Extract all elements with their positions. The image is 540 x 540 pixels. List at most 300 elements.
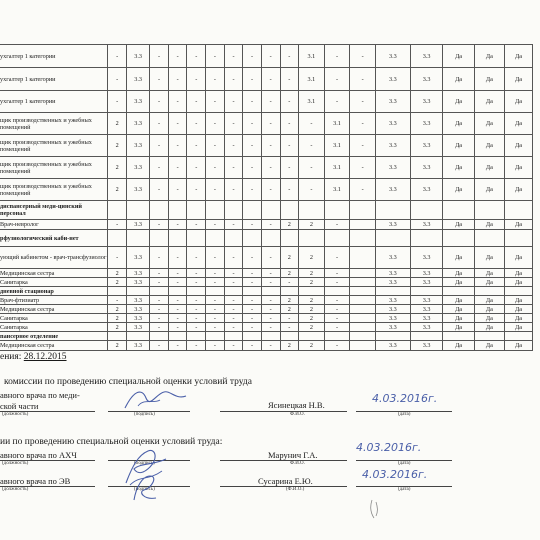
value-cell: - [224,45,243,68]
value-cell: 3.3 [410,269,443,278]
value-cell: - [206,45,225,68]
chair-position-line1: авного врача по меди- [0,390,80,400]
value-cell: - [168,305,187,314]
value-cell: 2 [299,247,325,269]
value-cell: - [261,113,280,135]
value-cell: - [206,247,225,269]
chair-position-line2: ской части [0,401,39,411]
value-cell: Да [504,305,532,314]
handwritten-date-2: 4.03.2016г. [356,441,422,454]
value-cell: - [261,341,280,351]
value-cell: 3.3 [126,269,149,278]
value-cell: Да [504,323,532,332]
value-cell: - [168,91,187,113]
position-name-cell: Медицинская сестра [0,341,108,351]
value-cell: - [150,323,169,332]
position-name-cell: ующий кабинетом - врач-трансфузиолог [0,247,108,269]
value-cell: - [187,91,206,113]
value-cell: 3.3 [126,45,149,68]
value-cell: 3.3 [126,323,149,332]
value-cell: - [224,91,243,113]
value-cell: 2 [299,314,325,323]
value-cell: - [280,135,299,157]
value-cell: - [168,269,187,278]
value-cell: - [261,45,280,68]
value-cell: 2 [280,220,299,230]
value-cell: - [206,323,225,332]
value-cell: - [224,341,243,351]
value-cell: 3.3 [126,135,149,157]
position-name-cell: Врач-невролог [0,220,108,230]
value-cell: 3.3 [375,157,410,179]
value-cell: - [261,135,280,157]
value-cell: - [150,220,169,230]
value-cell: 3.3 [410,157,443,179]
value-cell: - [243,91,262,113]
value-cell: - [224,305,243,314]
value-cell: - [150,179,169,201]
caption-date: (дата) [398,461,411,466]
value-cell: Да [443,45,474,68]
value-cell: - [168,113,187,135]
value-cell: - [261,269,280,278]
value-cell: - [261,220,280,230]
value-cell: 2 [299,296,325,305]
member1-name-line [220,460,347,461]
value-cell: Да [504,278,532,287]
value-cell: 3.3 [375,220,410,230]
value-cell: - [108,220,127,230]
caption-position: (должность) [2,412,29,417]
value-cell: 2 [280,296,299,305]
value-cell: - [224,220,243,230]
value-cell: Да [443,135,474,157]
value-cell: 2 [108,341,127,351]
members-heading: ии по проведению специальной оценки условий труда: [0,437,223,447]
value-cell: - [206,157,225,179]
value-cell: 2 [299,278,325,287]
value-cell: - [261,323,280,332]
value-cell: Да [443,269,474,278]
value-cell: 3.3 [375,45,410,68]
value-cell: 2 [108,135,127,157]
position-name-cell: щик производственных и ужебных помещений [0,157,108,179]
value-cell: Да [474,247,504,269]
value-cell: - [206,113,225,135]
value-cell: Да [504,220,532,230]
value-cell: 3.3 [126,68,149,91]
value-cell: - [324,305,350,314]
value-cell: - [224,113,243,135]
value-cell: 2 [280,341,299,351]
value-cell: 2 [108,113,127,135]
value-cell: Да [443,314,474,323]
value-cell: 2 [299,305,325,314]
chair-heading: комиссии по проведению специальной оценки условий труда [4,377,252,387]
value-cell: 3.1 [324,135,350,157]
value-cell: - [150,45,169,68]
value-cell: - [206,91,225,113]
value-cell: - [168,157,187,179]
value-cell: Да [443,68,474,91]
position-name-cell: Медицинская сестра [0,269,108,278]
value-cell: - [324,91,350,113]
value-cell: Да [474,68,504,91]
caption-signature: (подпись) [134,487,155,492]
caption-signature: (подпись) [134,412,155,417]
value-cell: Да [443,296,474,305]
value-cell: - [243,305,262,314]
value-cell: 3.3 [375,247,410,269]
value-cell: - [150,91,169,113]
value-cell: 3.3 [375,113,410,135]
value-cell: - [243,314,262,323]
value-cell: - [187,135,206,157]
caption-fio: (Ф.И.О.) [286,487,305,492]
value-cell: Да [474,179,504,201]
value-cell: - [150,296,169,305]
value-cell: - [224,135,243,157]
value-cell: - [299,179,325,201]
position-name-cell: ухгалтер 1 категории [0,91,108,113]
value-cell: - [243,323,262,332]
pen-mark [368,498,382,520]
value-cell: - [243,113,262,135]
value-cell: - [324,296,350,305]
value-cell: - [280,45,299,68]
value-cell: Да [474,323,504,332]
value-cell: - [324,45,350,68]
member2-position: авного врача по ЭВ [0,476,71,486]
value-cell: - [168,278,187,287]
value-cell: - [350,135,376,157]
value-cell: 3.3 [126,247,149,269]
value-cell: 2 [299,323,325,332]
value-cell: - [224,157,243,179]
caption-fio: Ф.И.О. [290,412,305,417]
value-cell: - [108,91,127,113]
value-cell: - [324,247,350,269]
value-cell: - [150,269,169,278]
value-cell: - [243,68,262,91]
value-cell: - [324,68,350,91]
value-cell: Да [474,314,504,323]
value-cell: - [243,296,262,305]
value-cell: - [168,135,187,157]
value-cell: - [108,45,127,68]
value-cell: Да [443,157,474,179]
value-cell: - [187,269,206,278]
value-cell: 3.3 [410,314,443,323]
value-cell: - [224,296,243,305]
value-cell: Да [504,179,532,201]
value-cell: - [324,220,350,230]
value-cell: - [261,247,280,269]
value-cell: 3.1 [324,157,350,179]
value-cell: - [150,113,169,135]
value-cell: Да [443,341,474,351]
position-name-cell: щик производственных и ужебных помещений [0,179,108,201]
value-cell: - [261,305,280,314]
value-cell: - [243,45,262,68]
value-cell: Да [443,113,474,135]
value-cell: 3.3 [375,179,410,201]
value-cell: - [280,323,299,332]
value-cell: Да [474,157,504,179]
value-cell: - [261,157,280,179]
value-cell: Да [443,278,474,287]
value-cell: Да [443,179,474,201]
position-name-cell: Врач-фтизиатр [0,296,108,305]
value-cell: Да [474,45,504,68]
value-cell: - [187,314,206,323]
value-cell: - [224,278,243,287]
date-value: 28.12.2015 [23,352,67,362]
value-cell: - [224,68,243,91]
value-cell: - [168,341,187,351]
value-cell: Да [474,296,504,305]
value-cell: 3.3 [410,323,443,332]
value-cell: - [150,135,169,157]
value-cell: 3.3 [375,314,410,323]
value-cell: 3.3 [410,305,443,314]
value-cell: - [350,45,376,68]
position-name-cell: рфузиологический каби-нет [0,230,108,247]
value-cell: - [261,179,280,201]
value-cell: 3.3 [375,269,410,278]
value-cell: - [187,113,206,135]
value-cell: 2 [299,220,325,230]
position-name-cell: ухгалтер 1 категории [0,45,108,68]
value-cell: 3.3 [410,113,443,135]
value-cell: Да [504,68,532,91]
value-cell: 3.3 [375,278,410,287]
value-cell: - [350,68,376,91]
value-cell: 2 [108,157,127,179]
value-cell: - [350,91,376,113]
value-cell: Да [504,296,532,305]
value-cell: 3.3 [126,278,149,287]
value-cell: Да [504,45,532,68]
caption-position: (должность) [2,461,29,466]
value-cell: 3.3 [375,323,410,332]
value-cell: Да [474,278,504,287]
value-cell: - [280,314,299,323]
value-cell: 3.3 [126,157,149,179]
value-cell: 3.1 [299,91,325,113]
value-cell: - [243,179,262,201]
value-cell: 2 [299,269,325,278]
value-cell: 3.3 [410,179,443,201]
value-cell: - [280,68,299,91]
value-cell: - [280,157,299,179]
caption-date: (дата) [398,412,411,417]
value-cell: - [243,341,262,351]
chair-signature [120,384,190,414]
value-cell: 3.3 [126,314,149,323]
value-cell: - [168,68,187,91]
value-cell: - [150,247,169,269]
value-cell: 3.1 [324,179,350,201]
value-cell: - [187,247,206,269]
value-cell: 3.3 [126,305,149,314]
handwritten-date-1: 4.03.2016г. [372,392,438,405]
value-cell: Да [504,135,532,157]
value-cell: - [299,157,325,179]
value-cell: - [299,135,325,157]
value-cell: - [280,91,299,113]
value-cell: - [187,157,206,179]
value-cell: 2 [280,305,299,314]
value-cell: Да [504,91,532,113]
value-cell: - [150,305,169,314]
value-cell: Да [474,113,504,135]
value-cell: - [150,341,169,351]
value-cell: - [324,269,350,278]
value-cell: Да [504,157,532,179]
value-cell: 3.3 [410,91,443,113]
value-cell: - [108,247,127,269]
value-cell: - [299,113,325,135]
value-cell: - [187,179,206,201]
value-cell: - [243,220,262,230]
value-cell: 3.3 [126,220,149,230]
value-cell: - [187,305,206,314]
position-name-cell: Санитарка [0,278,108,287]
value-cell: Да [474,135,504,157]
value-cell: - [187,296,206,305]
value-cell: - [224,269,243,278]
value-cell: Да [443,323,474,332]
value-cell: - [350,157,376,179]
position-name-cell: дневной стационар [0,287,108,296]
value-cell: Да [474,341,504,351]
value-cell: - [108,296,127,305]
value-cell: - [168,323,187,332]
position-name-cell: Санитарка [0,323,108,332]
value-cell: - [350,179,376,201]
member1-position: авного врача по АХЧ [0,450,77,460]
value-cell: 2 [280,247,299,269]
value-cell: 2 [108,179,127,201]
handwritten-date-3: 4.03.2016г. [362,468,428,481]
value-cell: - [280,278,299,287]
value-cell: 3.3 [126,296,149,305]
value-cell: - [243,157,262,179]
member2-name-line [220,486,347,487]
value-cell: - [261,68,280,91]
value-cell: - [280,113,299,135]
value-cell: - [224,314,243,323]
value-cell: 2 [108,323,127,332]
value-cell: - [187,220,206,230]
chair-name-line [220,411,347,412]
value-cell: - [224,179,243,201]
value-cell: - [261,296,280,305]
value-cell: Да [474,305,504,314]
value-cell: Да [504,269,532,278]
value-cell: 3.3 [126,113,149,135]
member2-signature [128,470,162,506]
value-cell: - [168,247,187,269]
value-cell: - [150,278,169,287]
value-cell: - [324,341,350,351]
value-cell: - [280,179,299,201]
value-cell: 2 [299,341,325,351]
value-cell: - [168,179,187,201]
value-cell: 3.3 [410,135,443,157]
value-cell: Да [474,269,504,278]
position-name-cell: пансерное отделение [0,332,108,341]
value-cell: 2 [108,269,127,278]
value-cell: 3.3 [126,91,149,113]
chair-name: Ясинецкая Н.В. [268,400,325,410]
value-cell: - [206,341,225,351]
value-cell: 3.3 [375,296,410,305]
position-name-cell: ухгалтер 1 категории [0,68,108,91]
value-cell: - [168,220,187,230]
value-cell: - [206,220,225,230]
value-cell: - [150,157,169,179]
value-cell: 3.3 [410,296,443,305]
value-cell: Да [504,314,532,323]
member1-name: Марунич Г.А. [268,450,318,460]
value-cell: - [108,68,127,91]
value-cell: 2 [280,269,299,278]
value-cell: 3.3 [410,68,443,91]
position-name-cell: Санитарка [0,314,108,323]
value-cell: Да [443,305,474,314]
value-cell: - [261,91,280,113]
value-cell: - [224,247,243,269]
value-cell: Да [504,341,532,351]
value-cell: - [206,68,225,91]
value-cell: - [168,45,187,68]
value-cell: - [324,314,350,323]
caption-fio: Ф.И.О. [290,461,305,466]
value-cell: Да [443,91,474,113]
value-cell: - [168,296,187,305]
value-cell: - [206,135,225,157]
value-cell: - [206,269,225,278]
value-cell: 3.3 [375,305,410,314]
value-cell: 3.3 [410,220,443,230]
position-name-cell: диспансерный меди-цинский персонал [0,201,108,220]
value-cell: - [187,323,206,332]
caption-signature: (подпись) [134,461,155,466]
value-cell: 3.3 [410,278,443,287]
value-cell: - [224,323,243,332]
value-cell: - [168,314,187,323]
value-cell: 3.3 [410,45,443,68]
value-cell: 3.3 [375,91,410,113]
value-cell: - [206,305,225,314]
value-cell: 2 [108,314,127,323]
value-cell: - [187,278,206,287]
value-cell: 3.3 [375,135,410,157]
value-cell: - [261,314,280,323]
position-name-cell: Медицинская сестра [0,305,108,314]
value-cell: 3.3 [410,247,443,269]
value-cell: - [150,314,169,323]
value-cell: - [261,278,280,287]
value-cell: - [187,45,206,68]
value-cell: - [243,247,262,269]
value-cell: - [150,68,169,91]
value-cell: Да [443,220,474,230]
value-cell: 2 [108,278,127,287]
value-cell: 3.1 [324,113,350,135]
